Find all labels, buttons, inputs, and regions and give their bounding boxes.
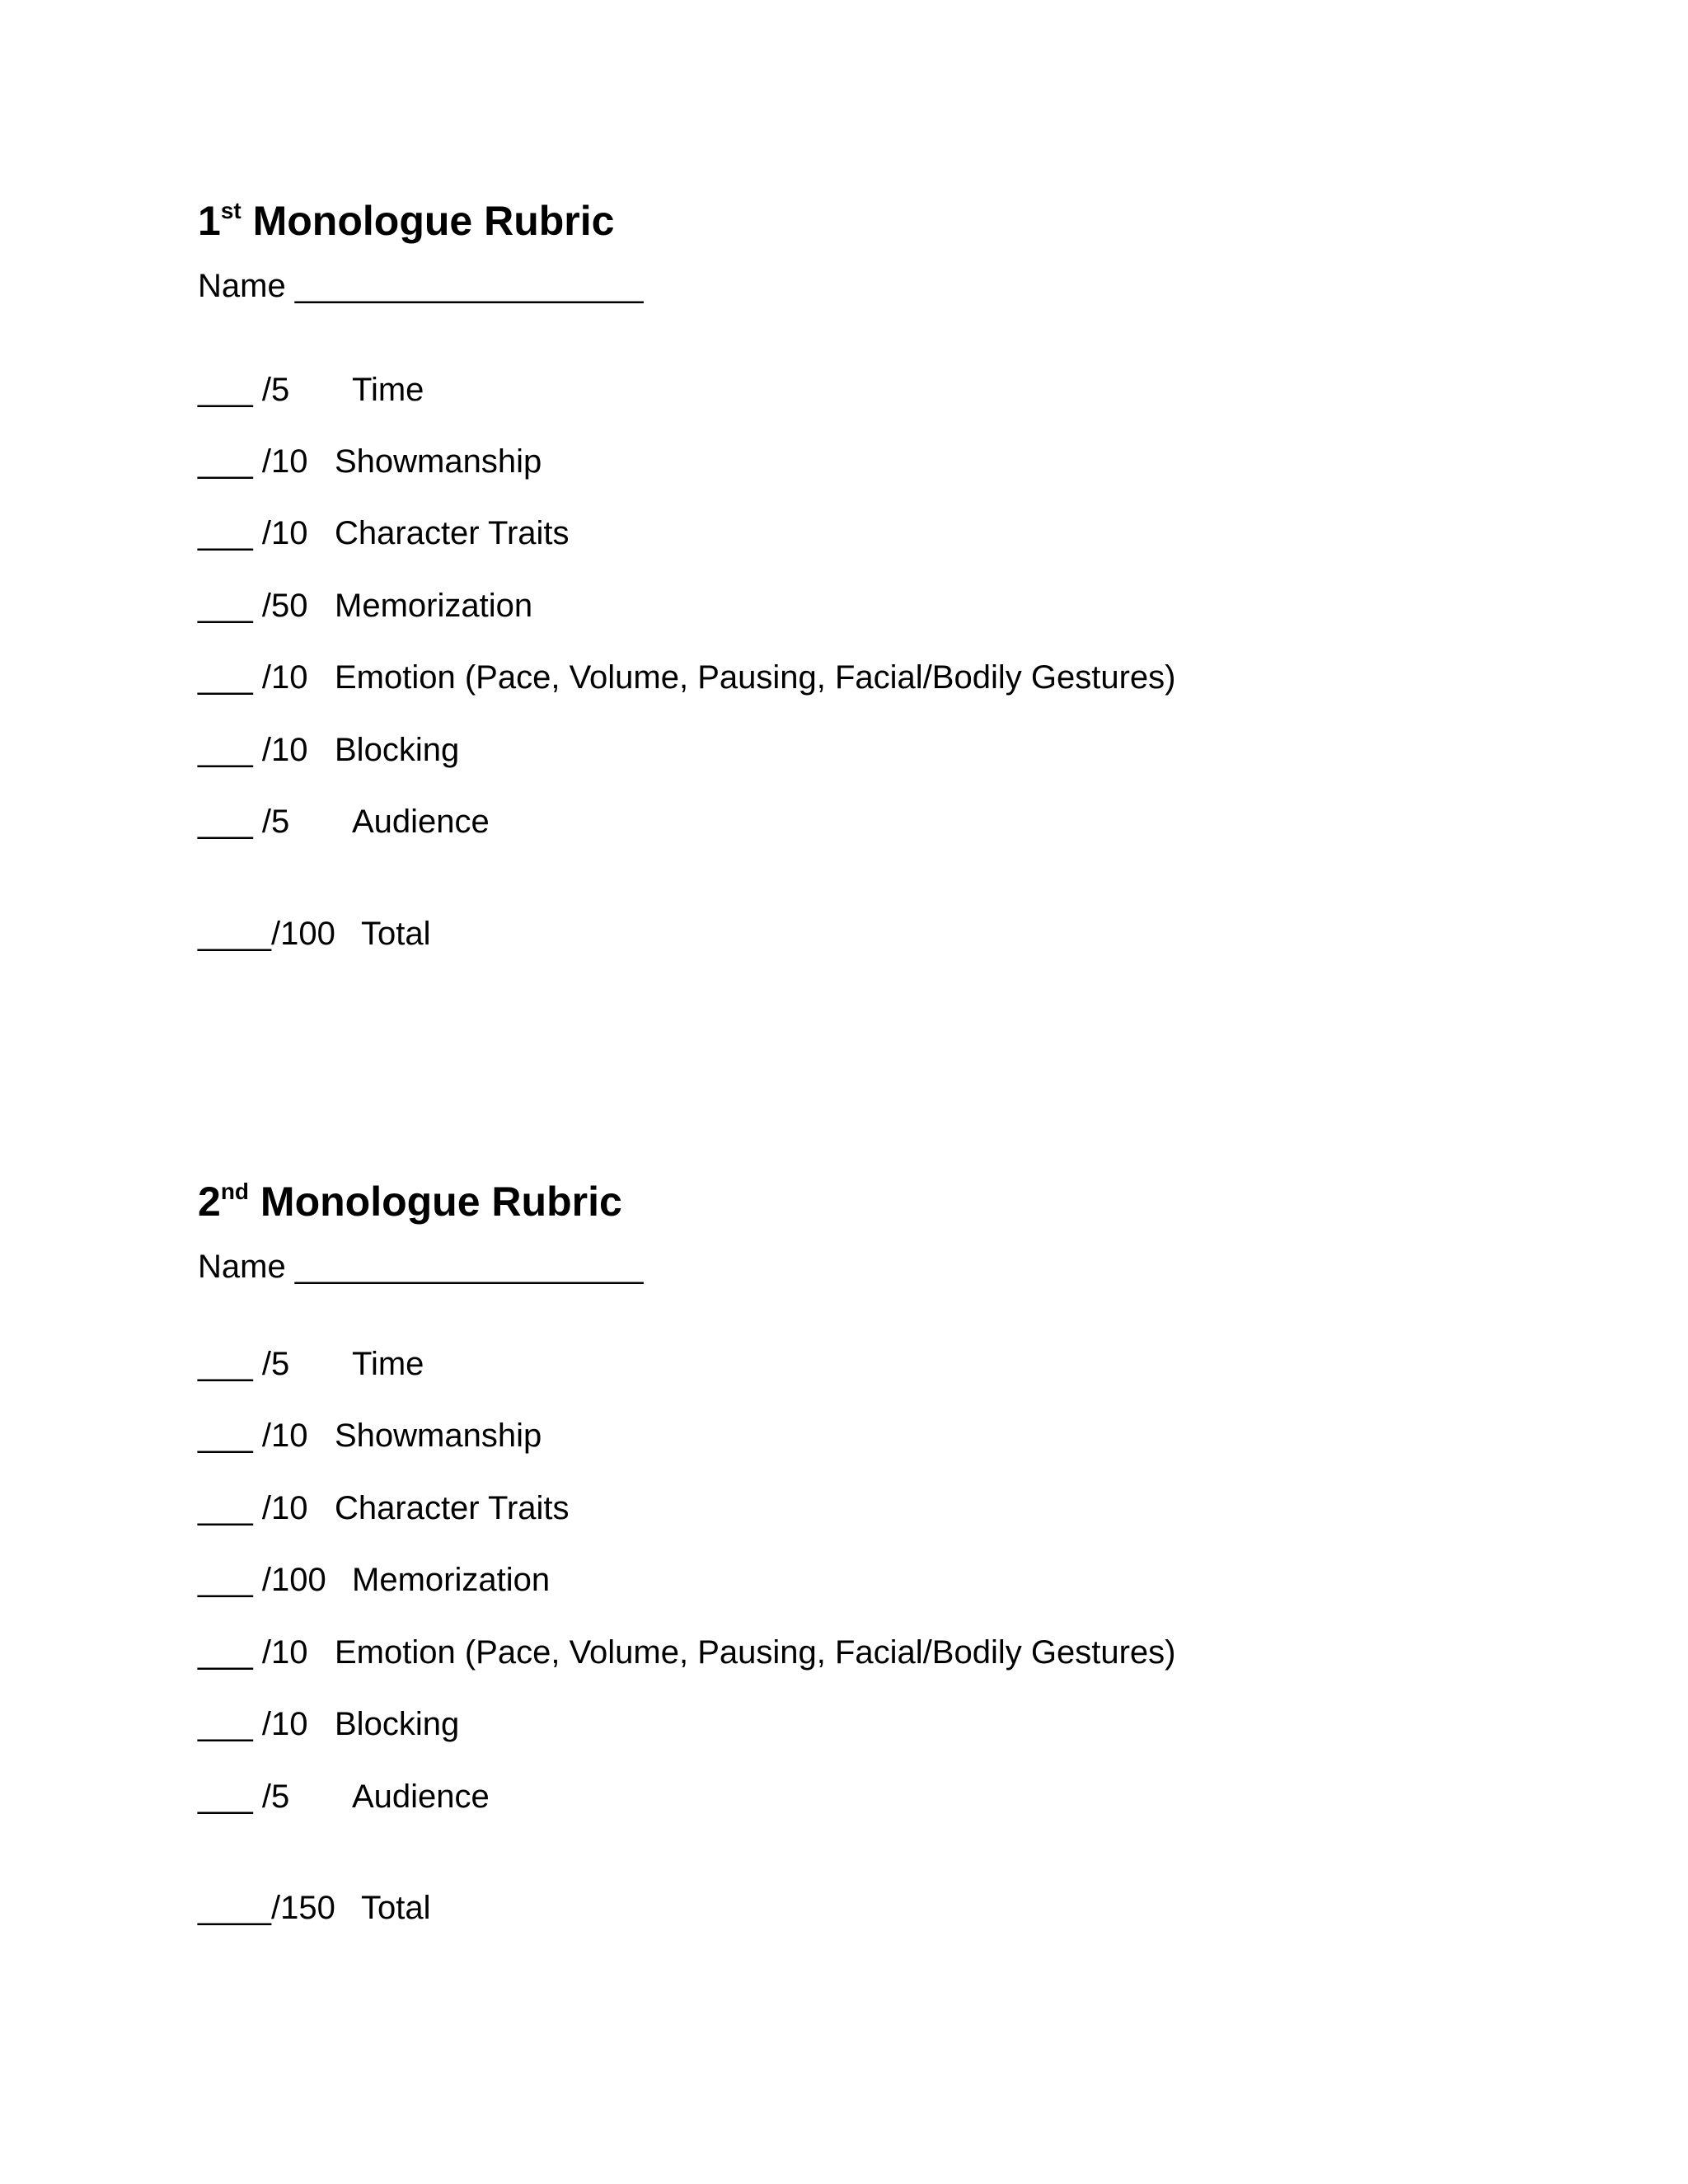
criterion-label: Showmanship [335, 1418, 542, 1454]
score-blank: ___ /5 [198, 804, 290, 840]
score-blank: ___ /5 [198, 372, 290, 408]
criterion-label: Time [352, 372, 424, 408]
criterion-label: Memorization [352, 1562, 551, 1598]
criterion-label: Character Traits [335, 515, 570, 551]
score-blank: ___ /10 [198, 732, 308, 768]
title-ordinal-suffix: nd [220, 1179, 250, 1205]
score-blank: ___ /10 [198, 1634, 308, 1671]
criterion-label: Audience [352, 804, 490, 840]
total-score-blank: ____/150 [198, 1890, 335, 1926]
total-label: Total [361, 1890, 431, 1926]
rubric-title [198, 196, 614, 246]
score-blank: ___ /10 [198, 1418, 308, 1454]
score-blank: ___ /10 [198, 659, 308, 696]
title-text: Monologue Rubric [241, 198, 615, 244]
name-field-line: Name ___________________ [198, 268, 644, 304]
total-score-blank: ____/100 [198, 916, 335, 952]
name-field-line: Name ___________________ [198, 1249, 644, 1285]
criterion-label: Emotion (Pace, Volume, Pausing, Facial/Bodily Gestures) [335, 659, 1176, 696]
criterion-label: Memorization [335, 588, 533, 624]
title-number: 2 [198, 1179, 221, 1225]
score-blank: ___ /50 [198, 588, 308, 624]
score-blank: ___ /100 [198, 1562, 326, 1598]
score-blank: ___ /10 [198, 443, 308, 480]
score-blank: ___ /5 [198, 1346, 290, 1382]
score-blank: ___ /10 [198, 1706, 308, 1742]
criterion-label: Blocking [335, 1706, 460, 1742]
rubric-title [198, 1177, 622, 1226]
criterion-label: Audience [352, 1779, 490, 1815]
total-label: Total [361, 916, 431, 952]
criterion-label: Character Traits [335, 1490, 570, 1526]
title-ordinal-suffix: st [220, 198, 241, 224]
criterion-label: Time [352, 1346, 424, 1382]
score-blank: ___ /10 [198, 515, 308, 551]
title-text: Monologue Rubric [249, 1179, 622, 1225]
criterion-label: Emotion (Pace, Volume, Pausing, Facial/Bodily Gestures) [335, 1634, 1176, 1671]
criterion-label: Blocking [335, 732, 460, 768]
score-blank: ___ /5 [198, 1779, 290, 1815]
title-number: 1 [198, 198, 221, 244]
score-blank: ___ /10 [198, 1490, 308, 1526]
criterion-label: Showmanship [335, 443, 542, 480]
